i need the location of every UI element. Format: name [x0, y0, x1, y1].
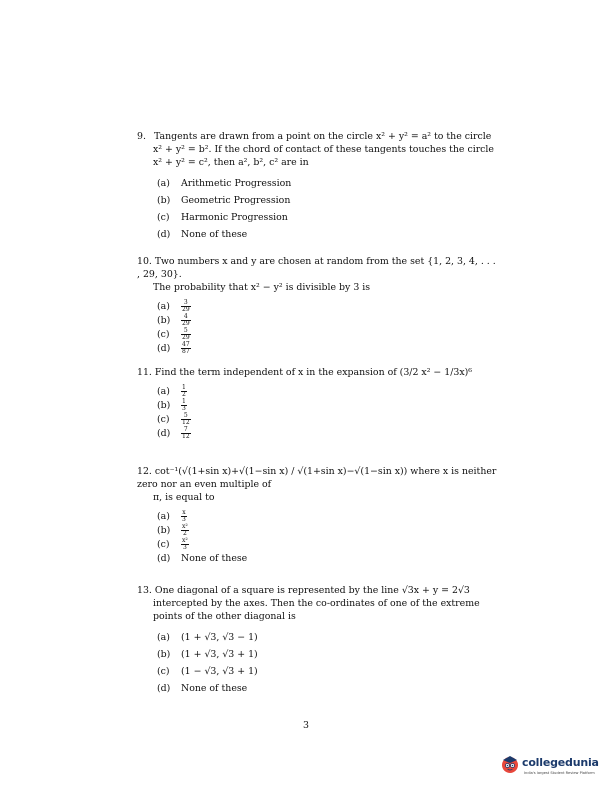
option-c: (c) $\frac{5}{29}$: [157, 327, 190, 341]
question-number: 13.: [137, 585, 152, 596]
question-12: [137, 465, 497, 565]
option-c: (c) $\frac{\text{x²}}{3}$: [157, 537, 188, 551]
fraction: $\frac{1}{3}$: [182, 398, 186, 412]
option-c: (c) (1 − √3, √3 + 1): [157, 666, 258, 677]
options-list: [137, 300, 497, 356]
fraction: $\frac{\text{x²}}{3}$: [182, 537, 188, 551]
question-stem: [137, 584, 497, 623]
stem-line: The probability that x² − y² is divisible by 3 is: [153, 282, 371, 293]
stem-line: Tangents are drawn from a point on the circle x² + y² = a² to the circle: [153, 131, 492, 142]
mascot-icon: [500, 754, 520, 774]
option-d: (d) None of these: [157, 229, 248, 240]
option-d: (d) None of these: [157, 553, 248, 564]
question-13: [137, 584, 497, 697]
stem-line: One diagonal of a square is represented by the line √3x + y = 2√3: [154, 585, 470, 596]
options-list: [137, 510, 497, 565]
stem-line: Two numbers x and y are chosen at random from the set {1, 2, 3, 4, . . . , 29, 30}.: [137, 256, 496, 280]
question-stem: [137, 130, 497, 169]
stem-line: intercepted by the axes. Then the co-ordinates of one of the extreme: [153, 598, 480, 609]
question-stem: [137, 465, 497, 504]
options-list: [137, 385, 497, 441]
option-b: (b) $\frac{\text{x²}}{2}$: [157, 523, 188, 537]
logo-tagline: India's largest Student Review Platform: [524, 771, 595, 775]
option-d: (d) None of these: [157, 683, 248, 694]
stem-line: Find the term independent of x in the expansion of (3/2 x² − 1/3x)⁶: [154, 367, 473, 378]
fraction: $\frac{4}{29}$: [182, 313, 190, 327]
option-a: (a) (1 + √3, √3 − 1): [157, 632, 258, 643]
logo-brand-text: collegedunia: [522, 756, 599, 769]
options-list: [137, 629, 497, 697]
option-c: (c) Harmonic Progression: [157, 212, 288, 223]
option-b: (b) $\frac{1}{3}$: [157, 398, 186, 412]
stem-line: points of the other diagonal is: [153, 611, 296, 622]
fraction: $\frac{47}{87}$: [182, 341, 190, 355]
option-b: (b) $\frac{4}{29}$: [157, 313, 190, 327]
fraction: $\frac{5}{29}$: [182, 327, 190, 341]
option-c: (c) $\frac{5}{12}$: [157, 412, 190, 426]
option-a: (a) Arithmetic Progression: [157, 178, 292, 189]
options-list: [137, 175, 497, 243]
option-b: (b) Geometric Progression: [157, 195, 291, 206]
page-number: 3: [303, 720, 309, 731]
fraction: $\frac{7}{12}$: [182, 426, 190, 440]
fraction: $\frac{3}{29}$: [182, 299, 190, 313]
fraction: $\frac{\text{x²}}{2}$: [182, 523, 188, 537]
fraction: $\frac{5}{12}$: [182, 412, 190, 426]
question-number: 12.: [137, 466, 152, 477]
question-stem: [137, 366, 497, 379]
fraction: $\frac{x}{3}$: [182, 509, 186, 523]
question-9: [137, 130, 497, 243]
question-stem: [137, 255, 497, 294]
stem-line: x² + y² = c², then a², b², c² are in: [153, 157, 309, 168]
question-number: 10.: [137, 256, 152, 267]
stem-line: π, is equal to: [153, 492, 215, 503]
collegedunia-logo: [500, 752, 599, 780]
option-a: (a) $\frac{3}{29}$: [157, 299, 190, 313]
option-b: (b) (1 + √3, √3 + 1): [157, 649, 258, 660]
stem-line: x² + y² = b². If the chord of contact of these tangents touches the circle: [153, 144, 494, 155]
question-number: 9.: [137, 131, 146, 142]
fraction: $\frac{1}{2}$: [182, 384, 186, 398]
stem-line: cot⁻¹(√(1+sin x)+√(1−sin x) / √(1+sin x)−√(1−sin x)) where x is neither zero nor an even multiple of: [137, 466, 497, 490]
question-number: 11.: [137, 367, 152, 378]
option-a: (a) $\frac{x}{3}$: [157, 509, 186, 523]
question-11: [137, 366, 497, 441]
option-d: (d) $\frac{47}{87}$: [157, 341, 190, 355]
question-10: [137, 255, 497, 356]
option-a: (a) $\frac{1}{2}$: [157, 384, 186, 398]
option-d: (d) $\frac{7}{12}$: [157, 426, 190, 440]
